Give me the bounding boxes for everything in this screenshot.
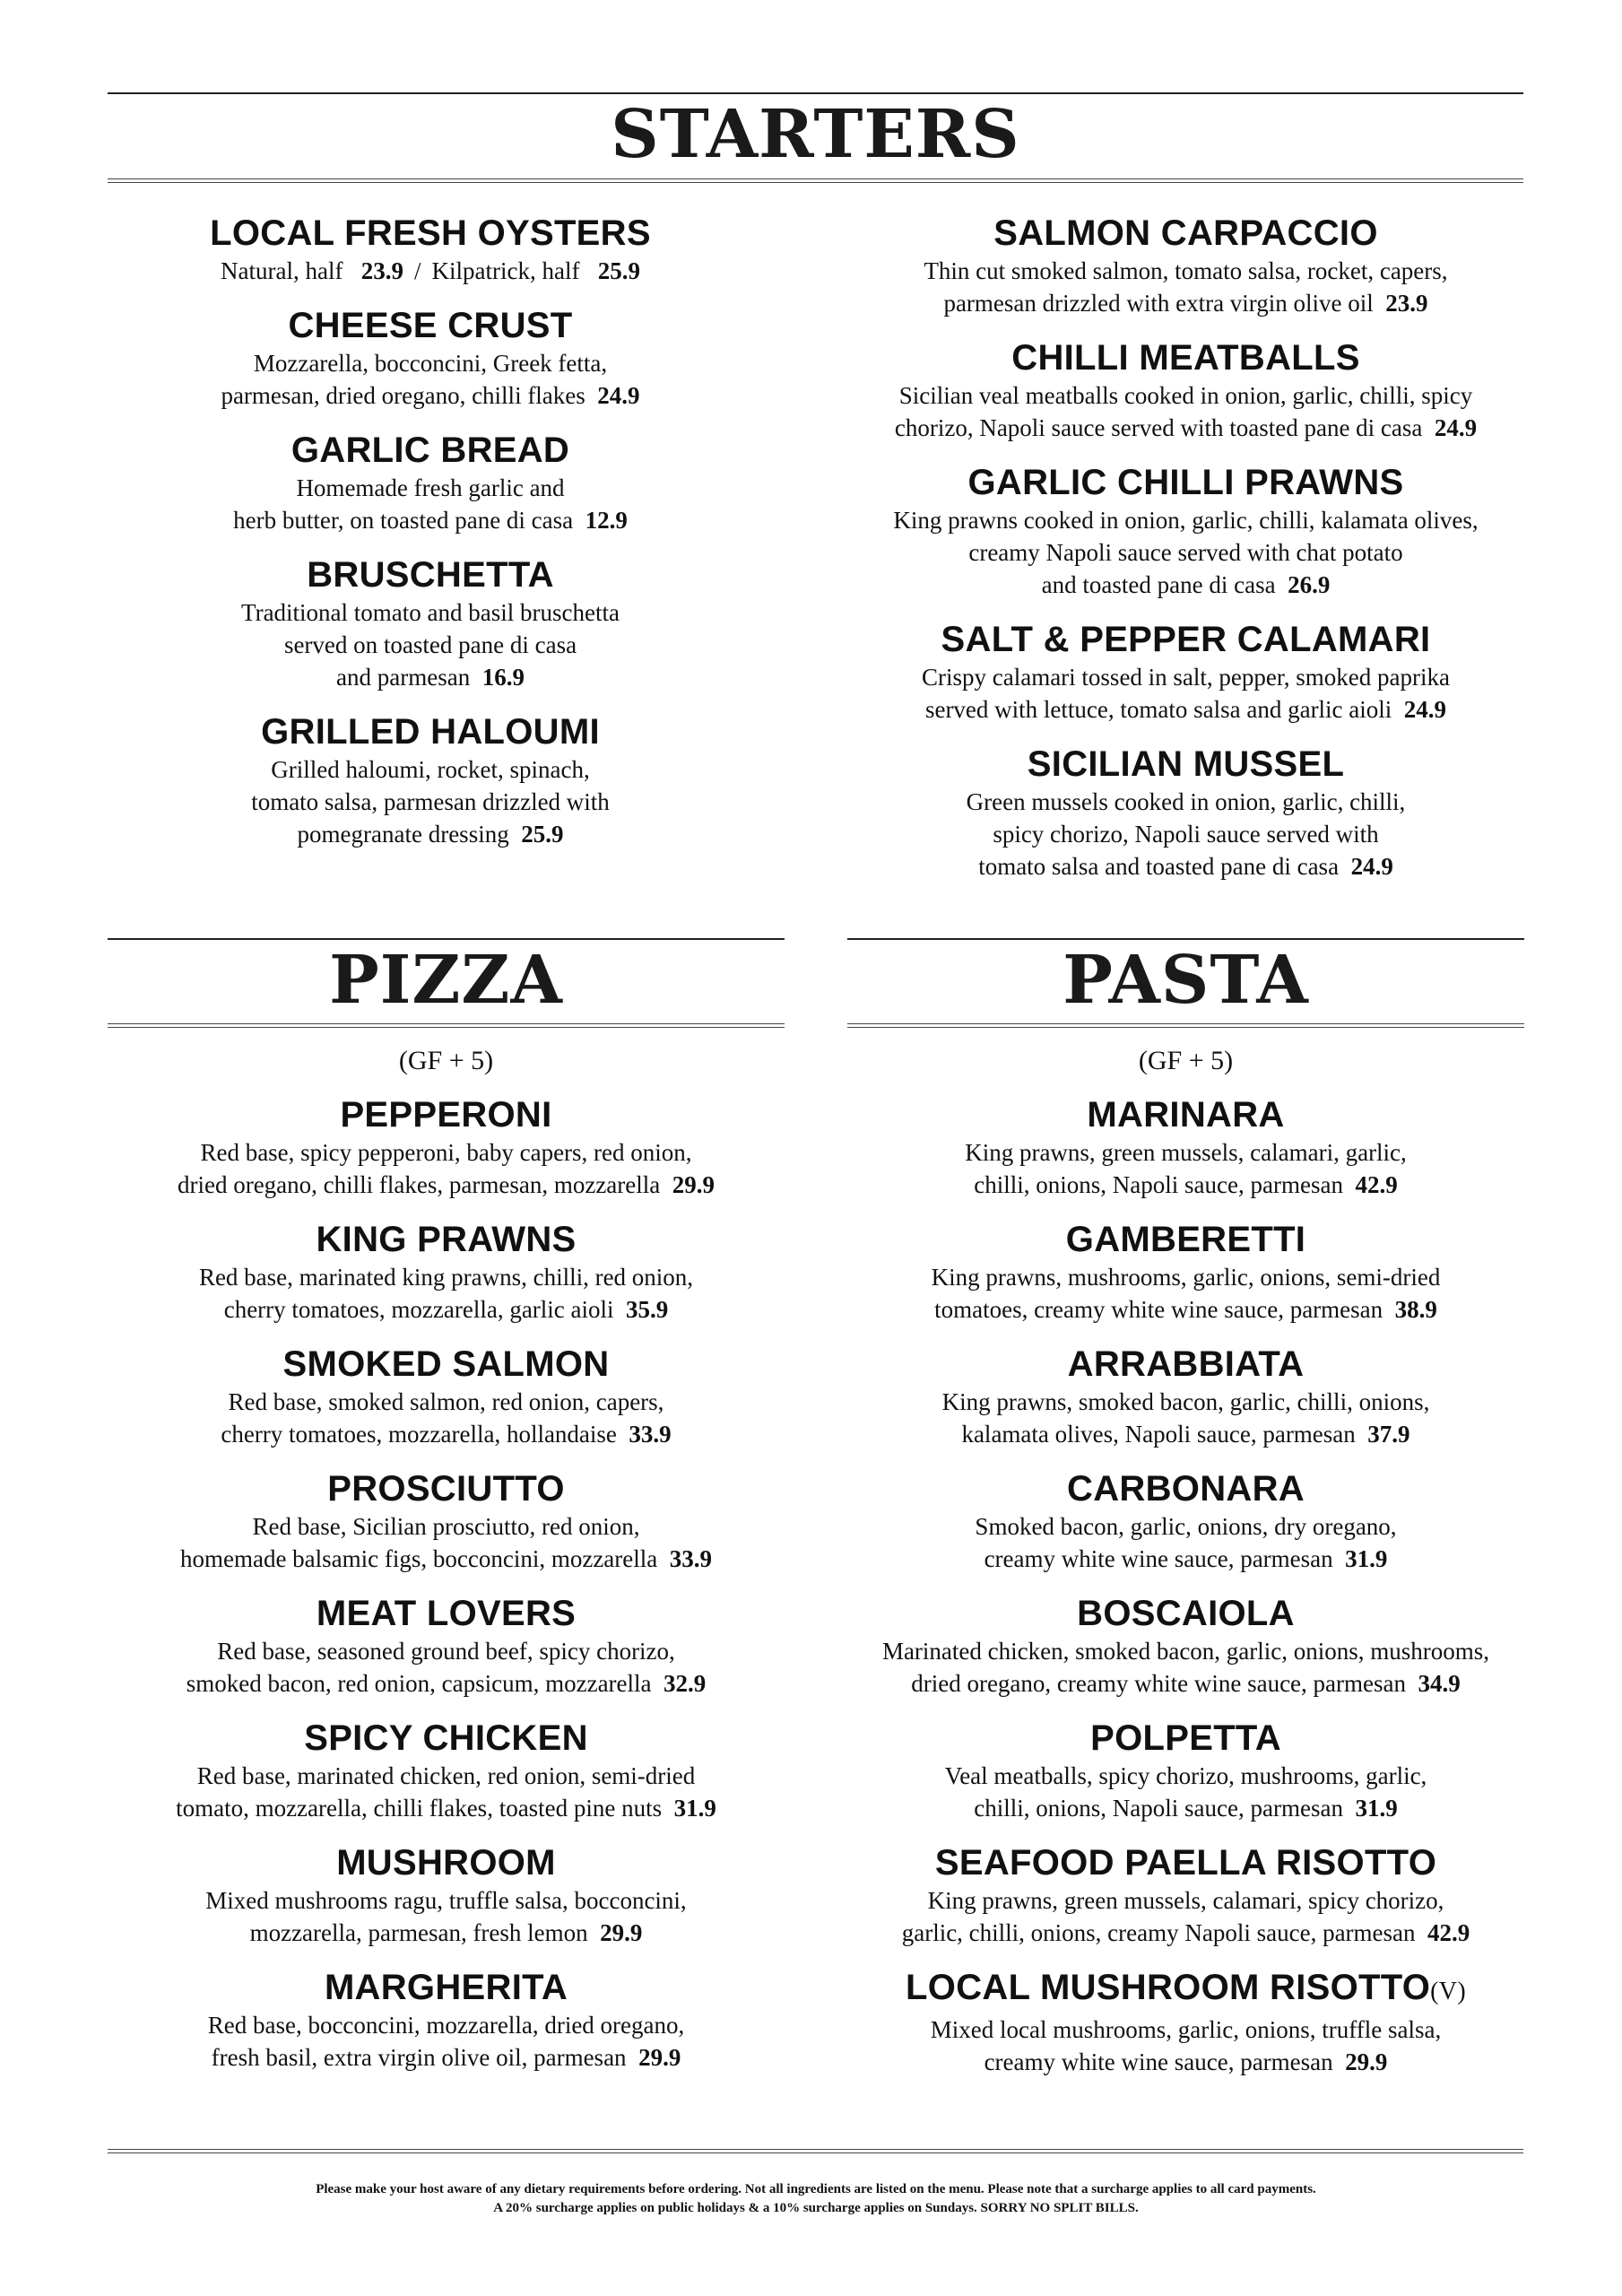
item-description: Red base, marinated chicken, red onion, semi-dried tomato, mozzarella, chilli flakes, toasted pine nuts 31.9 (176, 1762, 716, 1822)
starters-right-column (847, 212, 1524, 900)
menu-item (847, 1093, 1524, 1201)
item-description: Red base, Sicilian prosciutto, red onion, homemade balsamic figs, bocconcini, mozzarella 33.9 (179, 1513, 713, 1572)
item-name: SMOKED SALMON (282, 1344, 610, 1384)
menu-item (108, 1218, 785, 1326)
menu-item (847, 1841, 1524, 1949)
item-name: KING PRAWNS (316, 1220, 577, 1259)
footer-line: A 20% surcharge applies on public holidays & a 10% surcharge applies on Sundays. SORRY NO SPLIT BILLS. (493, 2201, 1139, 2215)
menu-item (847, 461, 1524, 601)
menu-item (108, 1093, 785, 1201)
menu-item (108, 212, 753, 287)
item-name: GRILLED HALOUMI (261, 712, 600, 752)
item-description: Red base, marinated king prawns, chilli, red onion, cherry tomatoes, mozzarella, garlic aioli 35.9 (198, 1264, 694, 1323)
item-price: 26.9 (1288, 571, 1331, 598)
item-price: 29.9 (638, 2044, 681, 2071)
starters-heading: STARTERS (611, 96, 1020, 173)
item-price: 32.9 (664, 1670, 707, 1697)
item-description: Red base, smoked salmon, red onion, capers, cherry tomatoes, mozzarella, hollandaise 33.9 (221, 1388, 672, 1448)
item-description: Marinated chicken, smoked bacon, garlic, onions, mushrooms, dried oregano, creamy white wine sauce, parmesan 34.9 (881, 1638, 1490, 1697)
item-price: 24.9 (1434, 414, 1478, 441)
pizza-bottom-rule (108, 1023, 785, 1028)
item-name: PROSCIUTTO (327, 1469, 565, 1509)
item-name: SEAFOOD PAELLA RISOTTO (934, 1843, 1437, 1883)
gluten-free-note: (GF + 5) (1138, 1046, 1234, 1075)
item-price: 25.9 (597, 257, 640, 284)
item-description: Mixed mushrooms ragu, truffle salsa, bocconcini, mozzarella, parmesan, fresh lemon 29.9 (205, 1887, 687, 1946)
item-price: 33.9 (669, 1545, 713, 1572)
menu-item (847, 1966, 1524, 2078)
item-price: 35.9 (626, 1296, 669, 1323)
menu-item (847, 1343, 1524, 1450)
item-description: King prawns, green mussels, calamari, spicy chorizo, garlic, chilli, onions, creamy Napoli sauce, parmesan 42.9 (901, 1887, 1470, 1946)
price-separator: / (413, 257, 421, 284)
menu-item (108, 429, 753, 536)
item-name: MARGHERITA (324, 1968, 568, 2007)
footer-line: Please make your host aware of any dietary requirements before ordering. Not all ingredients are listed on the menu. Please note that a surcharge applies to all card payments. (316, 2182, 1316, 2196)
item-description: Smoked bacon, garlic, onions, dry oregano, creamy white wine sauce, parmesan 31.9 (975, 1513, 1397, 1572)
item-name: MEAT LOVERS (316, 1594, 577, 1633)
item-name: BRUSCHETTA (307, 555, 554, 595)
item-price: 24.9 (1403, 696, 1447, 723)
item-price: 38.9 (1394, 1296, 1437, 1323)
item-description: Veal meatballs, spicy chorizo, mushrooms, garlic, chilli, onions, Napoli sauce, parmesan 31.9 (944, 1762, 1427, 1822)
item-description: King prawns, green mussels, calamari, garlic, chilli, onions, Napoli sauce, parmesan 42.9 (965, 1139, 1407, 1198)
item-name: GARLIC BREAD (291, 430, 570, 470)
footer-note (108, 2180, 1524, 2218)
item-description: Green mussels cooked in onion, garlic, chilli, spicy chorizo, Napoli sauce served with tomato salsa and toasted pane di casa 24.9 (966, 788, 1406, 880)
menu-item (108, 1467, 785, 1575)
item-price: 29.9 (600, 1919, 643, 1946)
item-name: POLPETTA (1090, 1718, 1281, 1758)
item-name: PEPPERONI (340, 1095, 552, 1135)
menu-item (847, 1717, 1524, 1824)
item-price: 34.9 (1418, 1670, 1461, 1697)
item-name: MARINARA (1087, 1095, 1285, 1135)
menu-item (108, 304, 753, 412)
item-description: King prawns, mushrooms, garlic, onions, semi-dried tomatoes, creamy white wine sauce, parmesan 38.9 (931, 1264, 1441, 1323)
menu-item (108, 553, 753, 693)
item-price: 16.9 (481, 664, 525, 691)
item-description: Traditional tomato and basil bruschetta served on toasted pane di casa and parmesan 16.9 (241, 599, 620, 691)
item-name: SALMON CARPACCIO (993, 213, 1378, 253)
item-name: LOCAL MUSHROOM RISOTTO(V) (906, 1968, 1466, 2007)
item-price: 31.9 (673, 1795, 716, 1822)
item-description: Mixed local mushrooms, garlic, onions, truffle salsa, creamy white wine sauce, parmesan 29.9 (930, 2016, 1442, 2075)
item-description: Natural, half 23.9 / Kilpatrick, half 25.9 (108, 255, 753, 287)
menu-item (847, 743, 1524, 883)
menu-item (847, 1592, 1524, 1700)
item-price: 37.9 (1367, 1421, 1410, 1448)
item-price: 33.9 (629, 1421, 672, 1448)
item-name: LOCAL FRESH OYSTERS (210, 213, 651, 253)
item-description: Homemade fresh garlic and herb butter, on toasted pane di casa 12.9 (233, 474, 628, 534)
item-price: 31.9 (1355, 1795, 1398, 1822)
item-name: SICILIAN MUSSEL (1027, 744, 1345, 784)
item-description: Thin cut smoked salmon, tomato salsa, rocket, capers, parmesan drizzled with extra virgin olive oil 23.9 (924, 257, 1448, 317)
starters-left-column (108, 212, 753, 867)
item-price: 23.9 (360, 257, 403, 284)
menu-item (847, 1218, 1524, 1326)
item-price: 29.9 (1345, 2048, 1388, 2075)
item-price: 29.9 (672, 1171, 715, 1198)
item-name: CARBONARA (1067, 1469, 1305, 1509)
menu-item (847, 618, 1524, 726)
item-price: 24.9 (597, 382, 640, 409)
item-name: CHEESE CRUST (288, 306, 573, 345)
item-description: King prawns, smoked bacon, garlic, chilli, onions, kalamata olives, Napoli sauce, parmesan 37.9 (941, 1388, 1430, 1448)
pasta-bottom-rule (847, 1023, 1524, 1028)
item-description: Red base, bocconcini, mozzarella, dried oregano, fresh basil, extra virgin olive oil, parmesan 29.9 (207, 2012, 685, 2071)
item-price: 12.9 (585, 507, 628, 534)
item-name: ARRABBIATA (1067, 1344, 1305, 1384)
item-price: 42.9 (1355, 1171, 1398, 1198)
item-description: Sicilian veal meatballs cooked in onion, garlic, chilli, spicy chorizo, Napoli sauce served with toasted pane di casa 24.9 (894, 382, 1478, 441)
item-description: Red base, seasoned ground beef, spicy chorizo, smoked bacon, red onion, capsicum, mozzarella 32.9 (186, 1638, 707, 1697)
item-description: Red base, spicy pepperoni, baby capers, red onion, dried oregano, chilli flakes, parmesan, mozzarella 29.9 (177, 1139, 715, 1198)
menu-item (108, 1841, 785, 1949)
menu-item (108, 1592, 785, 1700)
item-name: SALT & PEPPER CALAMARI (941, 620, 1431, 659)
gluten-free-note: (GF + 5) (398, 1046, 494, 1075)
menu-item (108, 710, 753, 850)
pasta-column (847, 1043, 1524, 2095)
item-name: BOSCAIOLA (1077, 1594, 1295, 1633)
item-description: King prawns cooked in onion, garlic, chilli, kalamata olives, creamy Napoli sauce served with chat potato and toasted pane di casa 26.9 (893, 507, 1479, 598)
item-price: 24.9 (1350, 853, 1393, 880)
item-name: GAMBERETTI (1065, 1220, 1306, 1259)
starters-bottom-rule (108, 178, 1523, 183)
item-name: MUSHROOM (336, 1843, 556, 1883)
menu-item (108, 1343, 785, 1450)
pizza-column (108, 1043, 785, 2091)
item-name: GARLIC CHILLI PRAWNS (967, 463, 1404, 502)
menu-item (108, 1966, 785, 2074)
item-description: Crispy calamari tossed in salt, pepper, smoked paprika served with lettuce, tomato salsa and garlic aioli 24.9 (921, 664, 1451, 723)
item-price: 25.9 (521, 821, 564, 848)
item-price: 23.9 (1385, 290, 1428, 317)
menu-item (847, 336, 1524, 444)
item-name: SPICY CHICKEN (304, 1718, 588, 1758)
item-description: Grilled haloumi, rocket, spinach, tomato salsa, parmesan drizzled with pomegranate dressing 25.9 (251, 756, 610, 848)
pizza-heading: PIZZA (329, 942, 563, 1019)
pasta-heading: PASTA (1063, 942, 1309, 1019)
item-price: 42.9 (1427, 1919, 1470, 1946)
vegetarian-mark: (V) (1430, 1978, 1466, 2005)
menu-item (108, 1717, 785, 1824)
footer-rule (108, 2149, 1523, 2153)
item-name: CHILLI MEATBALLS (1011, 338, 1360, 378)
item-price: 31.9 (1345, 1545, 1388, 1572)
menu-item (847, 1467, 1524, 1575)
item-description: Mozzarella, bocconcini, Greek fetta, parmesan, dried oregano, chilli flakes 24.9 (221, 350, 640, 409)
menu-item (847, 212, 1524, 319)
